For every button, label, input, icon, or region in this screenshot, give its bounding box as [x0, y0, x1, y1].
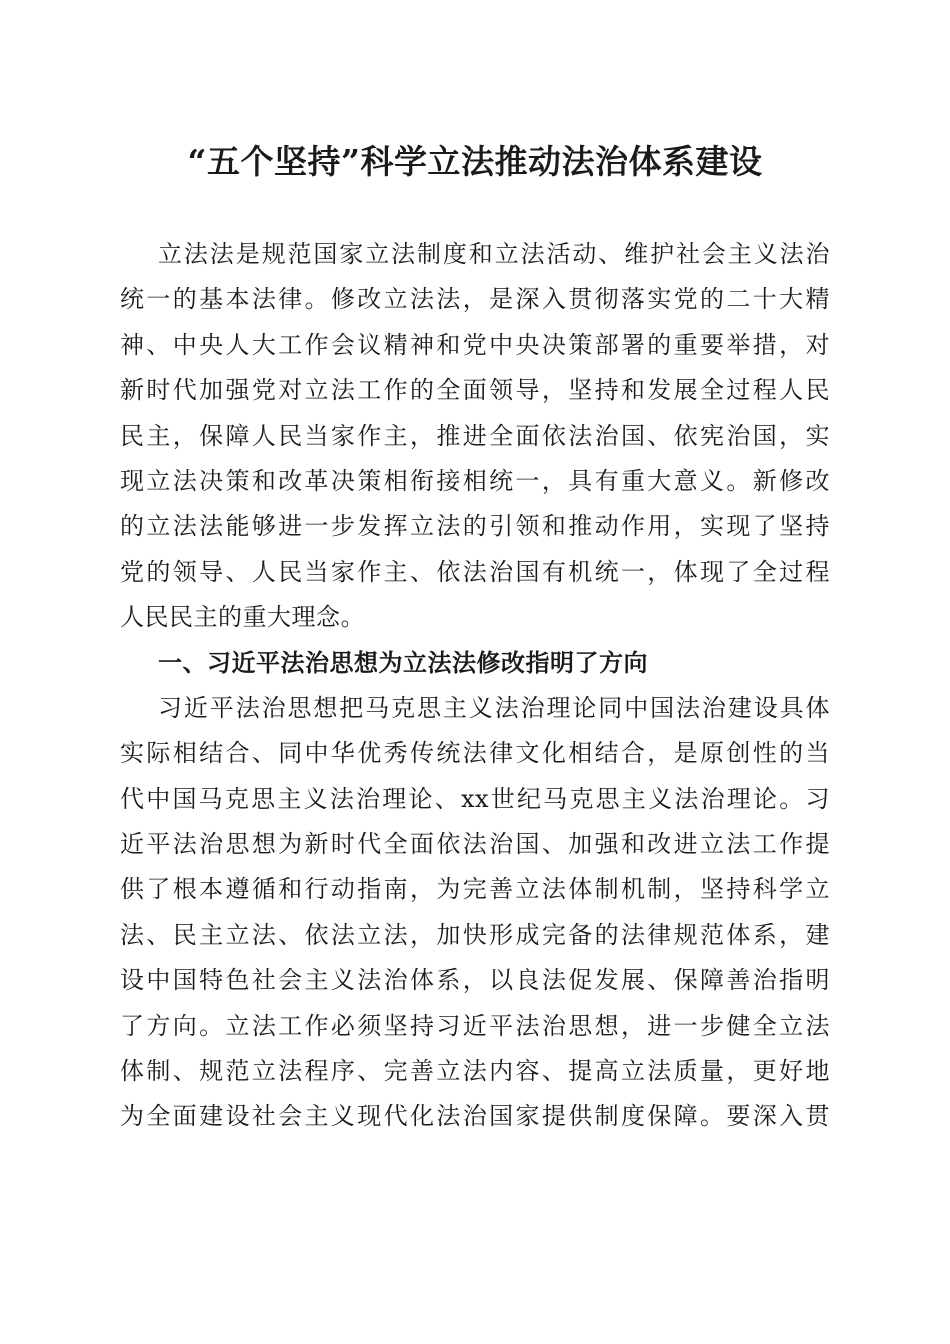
paragraph-line: 党的领导、人民当家作主、依法治国有机统一，体现了全过程 [120, 557, 830, 586]
section-heading: 一、习近平法治思想为立法法修改指明了方向 [158, 648, 648, 677]
paragraph-line: 的立法法能够进一步发挥立法的引领和推动作用，实现了坚持 [120, 512, 830, 541]
document-body [120, 232, 830, 1140]
paragraph-line: 神、中央人大工作会议精神和党中央决策部署的重要举措，对 [120, 330, 830, 359]
paragraph-line: 人民民主的重大理念。 [120, 603, 365, 632]
paragraph-line: 了方向。立法工作必须坚持习近平法治思想，进一步健全立法 [120, 1011, 830, 1040]
paragraph-line: 设中国特色社会主义法治体系，以良法促发展、保障善治指明 [120, 966, 830, 995]
paragraph-line: 现立法决策和改革决策相衔接相统一，具有重大意义。新修改 [120, 466, 830, 495]
paragraph-line: 新时代加强党对立法工作的全面领导，坚持和发展全过程人民 [120, 376, 830, 405]
paragraph-line: 法、民主立法、依法立法，加快形成完备的法律规范体系，建 [120, 920, 830, 949]
paragraph-line: 近平法治思想为新时代全面依法治国、加强和改进立法工作提 [120, 830, 830, 859]
paragraph-line: 实际相结合、同中华优秀传统法律文化相结合，是原创性的当 [120, 739, 830, 768]
paragraph-line: 民主，保障人民当家作主，推进全面依法治国、依宪治国，实 [120, 421, 830, 450]
paragraph-line: 立法法是规范国家立法制度和立法活动、维护社会主义法治 [158, 240, 830, 268]
paragraph-line: 体制、规范立法程序、完善立法内容、提高立法质量，更好地 [120, 1057, 830, 1086]
document-title: “五个坚持”科学立法推动法治体系建设 [187, 142, 763, 181]
paragraph-line: 供了根本遵循和行动指南，为完善立法体制机制，坚持科学立 [120, 875, 830, 904]
paragraph-line: 为全面建设社会主义现代化法治国家提供制度保障。要深入贯 [120, 1102, 830, 1131]
paragraph-line: 习近平法治思想把马克思主义法治理论同中国法治建设具体 [158, 693, 830, 722]
paragraph-line: 代中国马克思主义法治理论、xx世纪马克思主义法治理论。习 [120, 784, 830, 813]
paragraph-line: 统一的基本法律。修改立法法，是深入贯彻落实党的二十大精 [120, 285, 830, 314]
